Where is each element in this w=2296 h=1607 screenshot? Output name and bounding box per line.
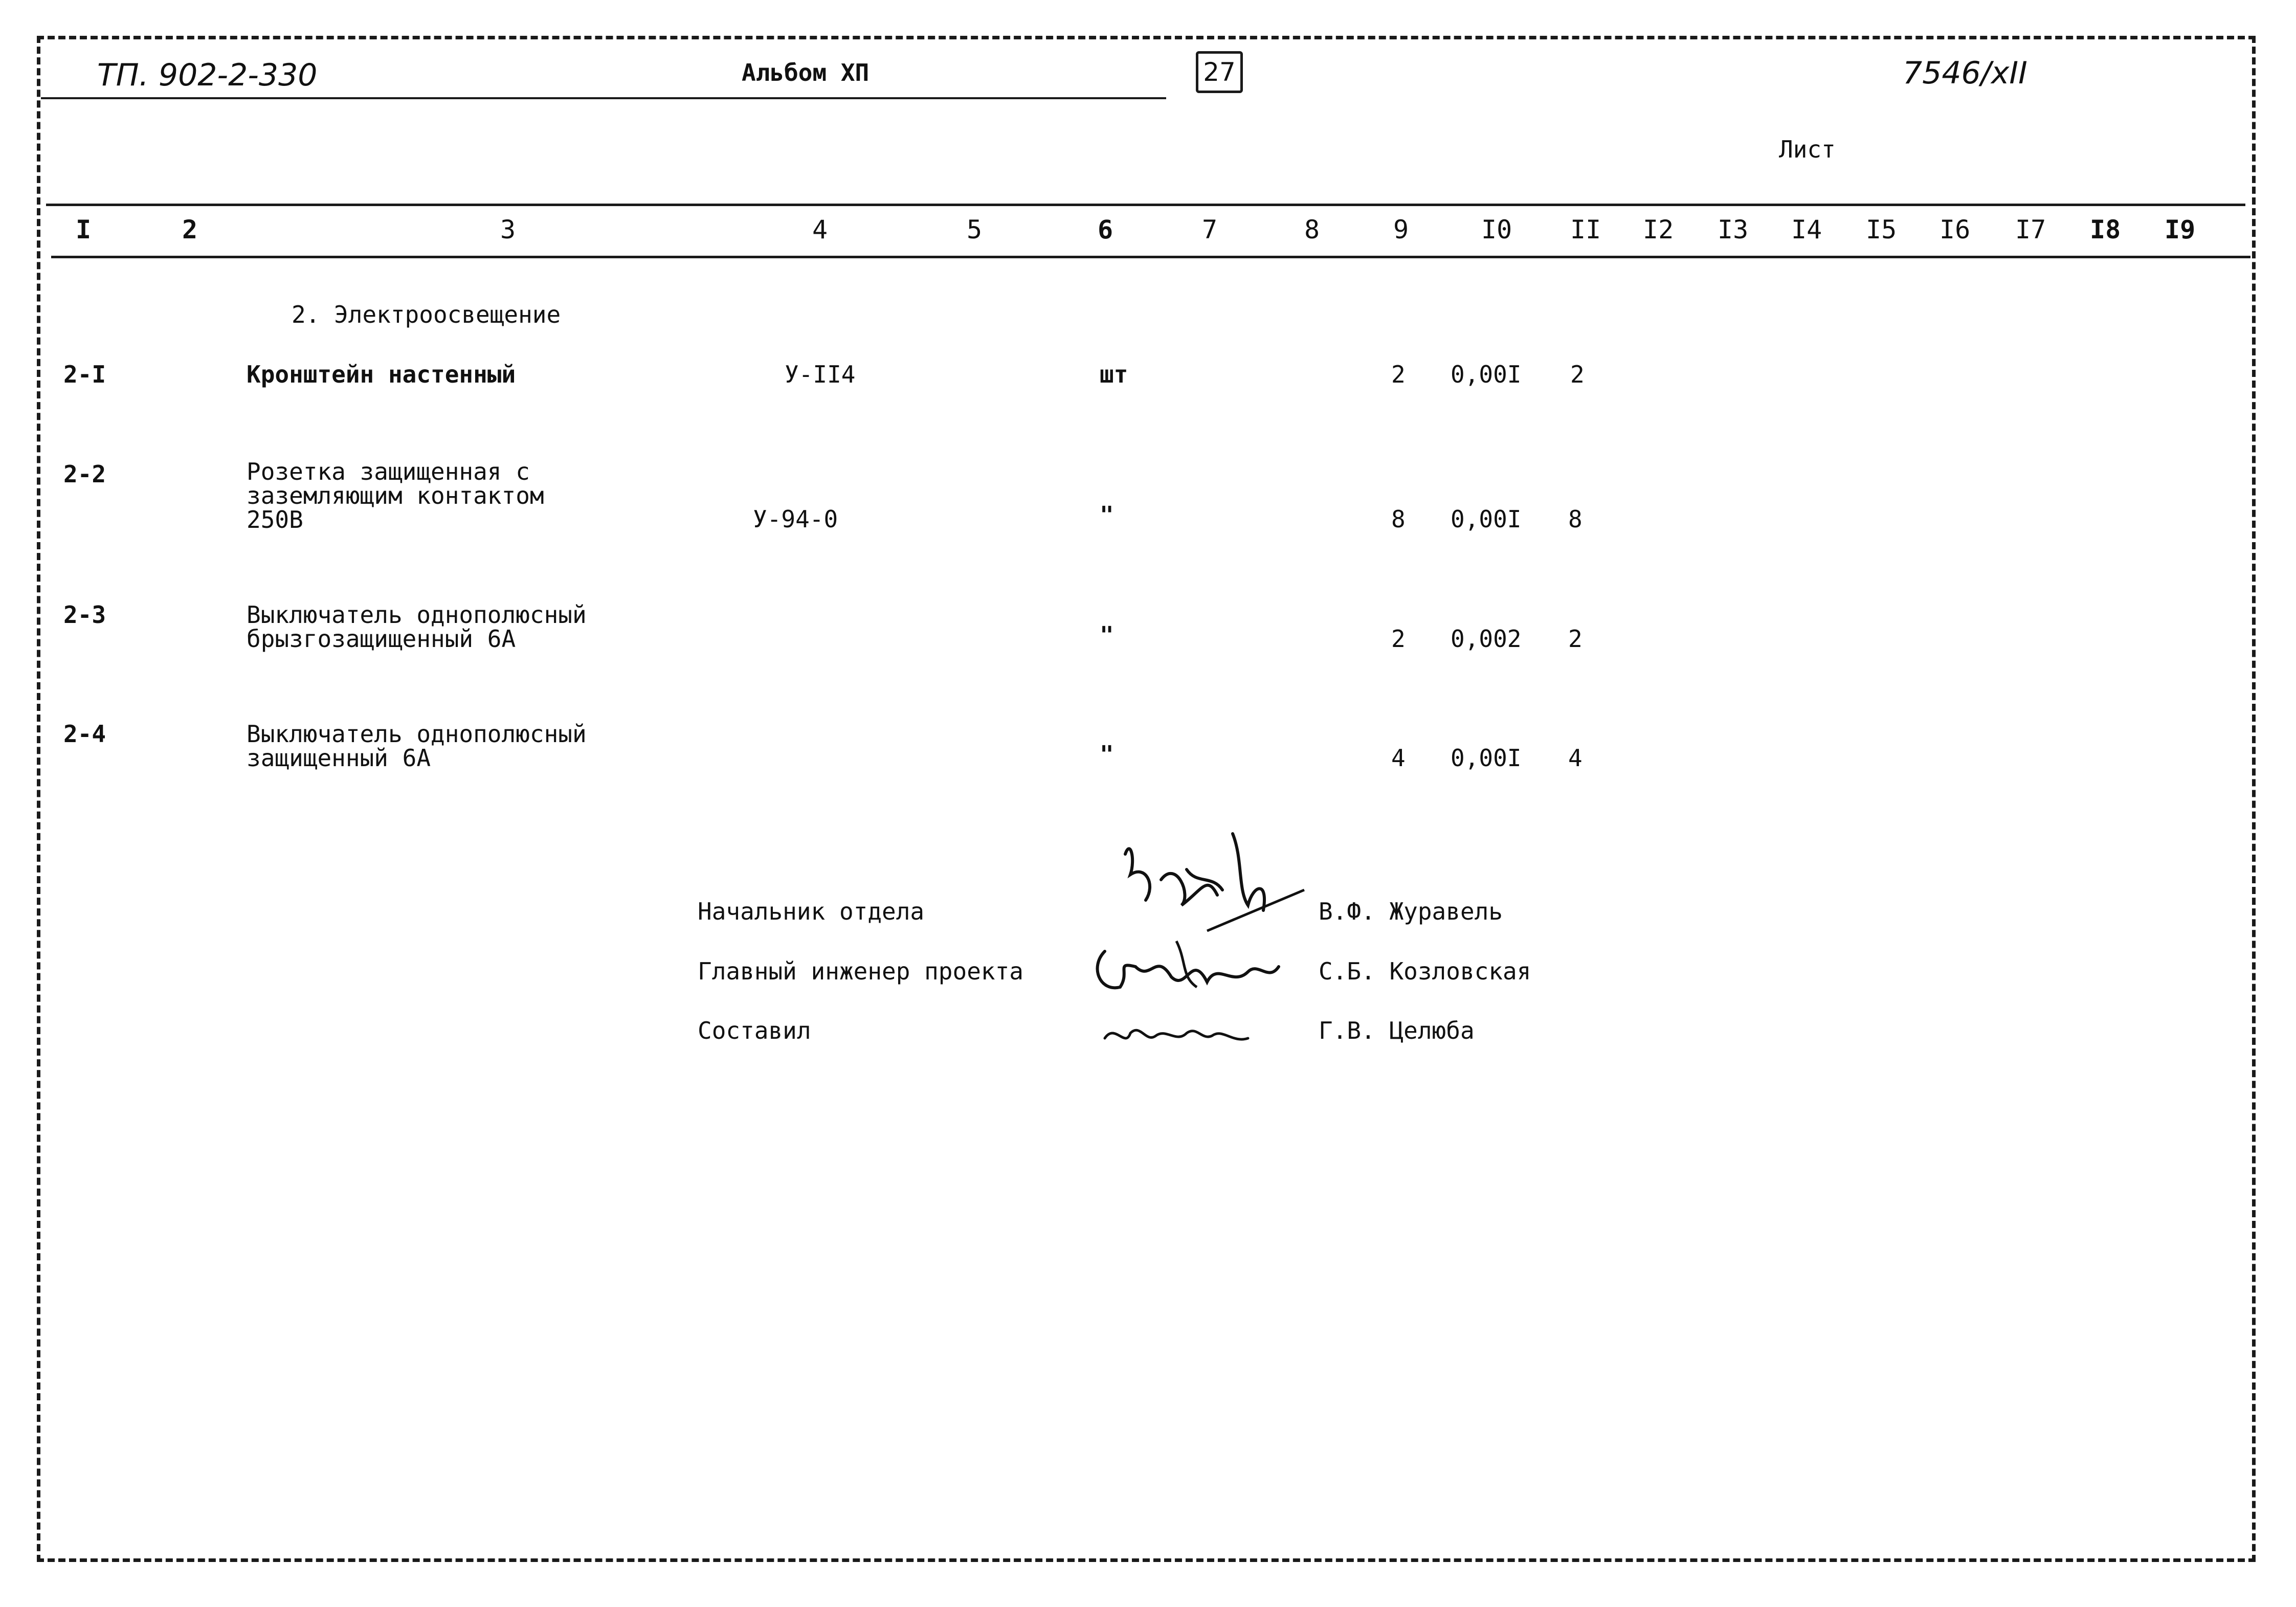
column-number: 9 xyxy=(1393,215,1409,244)
item-name: заземляющим контактом xyxy=(247,482,544,509)
item-col10: 0,00I xyxy=(1451,505,1522,533)
album-label: Альбом ХП xyxy=(742,59,870,86)
item-position: 2-2 xyxy=(63,460,106,488)
column-number: 8 xyxy=(1304,215,1320,244)
item-position: 2-4 xyxy=(63,720,106,748)
column-number: I5 xyxy=(1866,215,1897,244)
item-col10: 0,002 xyxy=(1451,625,1522,653)
item-col10: 0,00I xyxy=(1451,744,1522,772)
signature-person: В.Ф. Журавель xyxy=(1319,898,1503,925)
column-number: I0 xyxy=(1481,215,1512,244)
signature-person: С.Б. Козловская xyxy=(1319,957,1531,985)
page-border xyxy=(37,36,2256,1562)
signature-role: Начальник отдела xyxy=(698,898,925,925)
signature-role: Составил xyxy=(698,1017,811,1044)
item-code: У-94-0 xyxy=(753,505,838,533)
column-number: I xyxy=(76,215,92,244)
column-number: 6 xyxy=(1098,215,1113,244)
item-col11: 2 xyxy=(1570,361,1585,388)
column-number: I6 xyxy=(1940,215,1971,244)
table-header-bottom-rule xyxy=(51,256,2250,258)
item-name: Кронштейн настенный xyxy=(247,361,516,388)
column-number: I8 xyxy=(2090,215,2121,244)
item-position: 2-I xyxy=(63,361,106,388)
column-number: 3 xyxy=(500,215,516,244)
item-name: Выключатель однополюсный xyxy=(247,601,587,629)
signature-role: Главный инженер проекта xyxy=(698,957,1023,985)
item-unit: шт xyxy=(1100,361,1128,388)
item-col9: 2 xyxy=(1391,625,1406,653)
header-underline xyxy=(41,97,1166,99)
item-col11: 8 xyxy=(1568,505,1582,533)
column-number: I2 xyxy=(1643,215,1674,244)
column-number: 2 xyxy=(182,215,198,244)
signature-scribble-3 xyxy=(1100,1013,1253,1054)
column-number: I3 xyxy=(1718,215,1749,244)
project-code: ТП. 902-2-330 xyxy=(97,57,318,93)
column-number: 7 xyxy=(1202,215,1218,244)
inventory-number: 7546/xII xyxy=(1903,55,2027,91)
item-name: Выключатель однополюсный xyxy=(247,720,587,748)
column-number: I7 xyxy=(2015,215,2046,244)
column-number: 4 xyxy=(812,215,828,244)
item-name: брызгозащищенный 6А xyxy=(247,625,516,653)
column-number: I4 xyxy=(1791,215,1822,244)
item-position: 2-3 xyxy=(63,601,106,629)
signature-scribble-1 xyxy=(1115,829,1309,936)
table-header-top-rule xyxy=(46,204,2245,206)
item-col11: 2 xyxy=(1568,625,1582,653)
item-unit: " xyxy=(1100,741,1114,768)
signature-scribble-2 xyxy=(1084,931,1289,997)
column-number: II xyxy=(1570,215,1601,244)
item-col10: 0,00I xyxy=(1451,361,1522,388)
item-unit: " xyxy=(1100,501,1114,529)
item-col9: 4 xyxy=(1391,744,1406,772)
column-number: 5 xyxy=(967,215,983,244)
item-unit: " xyxy=(1100,621,1114,649)
item-col9: 8 xyxy=(1391,505,1406,533)
column-number: I9 xyxy=(2165,215,2196,244)
sheet-label: Лист xyxy=(1779,136,1836,163)
item-col11: 4 xyxy=(1568,744,1582,772)
signature-person: Г.В. Целюба xyxy=(1319,1017,1475,1044)
item-col9: 2 xyxy=(1391,361,1406,388)
item-name: Розетка защищенная с xyxy=(247,458,530,485)
item-code: У-II4 xyxy=(785,361,856,388)
item-name: защищенный 6А xyxy=(247,744,431,772)
page-number: 27 xyxy=(1196,51,1243,93)
item-name: 250В xyxy=(247,506,303,533)
section-title: 2. Электроосвещение xyxy=(292,301,561,328)
